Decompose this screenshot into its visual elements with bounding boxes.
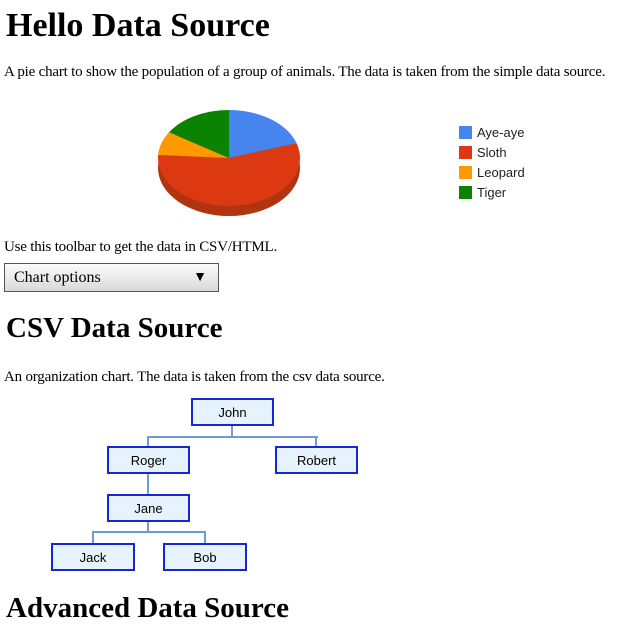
legend-swatch-icon [459,126,472,139]
legend-label: Sloth [477,144,507,160]
org-connector [147,436,149,446]
pie-chart[interactable] [0,98,400,233]
toolbar-hint: Use this toolbar to get the data in CSV/HTML. [4,239,278,255]
org-node-roger[interactable]: Roger [107,446,190,474]
org-node-john[interactable]: John [191,398,274,426]
org-connector [315,436,317,446]
chart-options-dropdown[interactable] [4,263,219,292]
legend-item-tiger[interactable] [459,182,525,202]
legend-label: Leopard [477,164,525,180]
legend-item-sloth[interactable] [459,142,525,162]
legend-item-aye-aye[interactable] [459,122,525,142]
pie-chart-legend [459,122,525,202]
dropdown-label: Chart options [14,268,101,286]
csv-section-title: CSV Data Source [6,312,223,344]
legend-label: Tiger [477,184,507,200]
legend-swatch-icon [459,146,472,159]
org-node-bob[interactable]: Bob [163,543,247,571]
csv-section-description: An organization chart. The data is taken from the csv data source. [4,369,385,385]
org-node-jane[interactable]: Jane [107,494,190,522]
org-node-jack[interactable]: Jack [51,543,135,571]
legend-label: Aye-aye [477,124,525,140]
legend-swatch-icon [459,186,472,199]
org-connector [147,474,149,494]
legend-swatch-icon [459,166,472,179]
advanced-section-title: Advanced Data Source [6,592,290,624]
org-node-robert[interactable]: Robert [275,446,358,474]
org-connector [204,531,206,543]
legend-item-leopard[interactable] [459,162,525,182]
org-connector [92,531,206,533]
org-connector [92,531,94,543]
org-connector [147,436,318,438]
dropdown-arrow-icon: ▼ [193,269,207,285]
pie-chart-widget [0,98,636,233]
hello-section-title: Hello Data Source [6,7,270,44]
hello-section-description: A pie chart to show the population of a group of animals. The data is taken from the simple data source. [4,64,606,80]
